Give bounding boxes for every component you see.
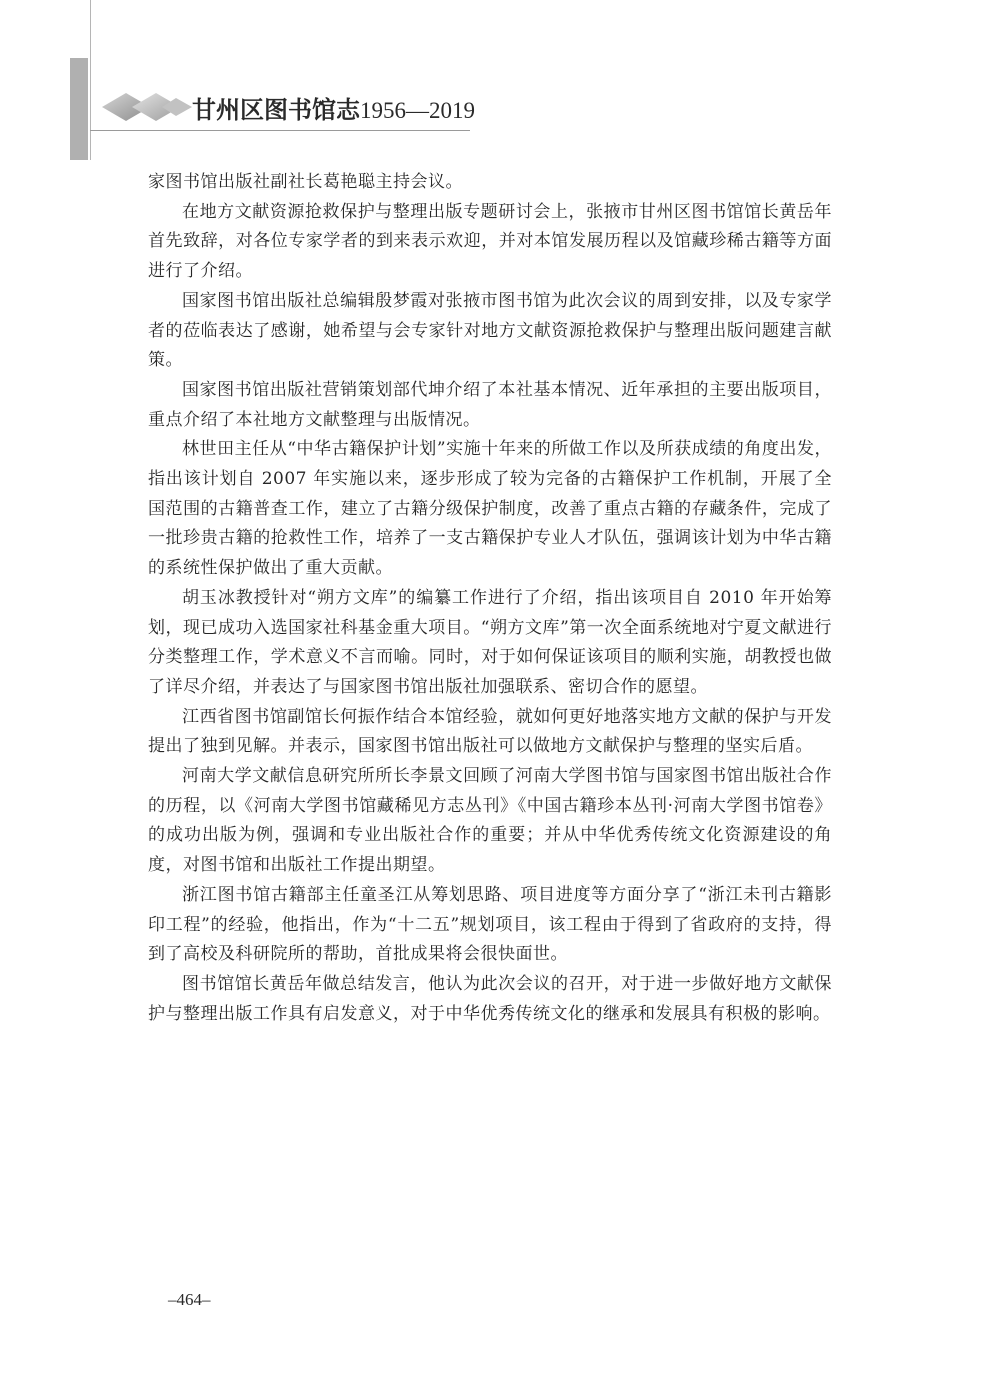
paragraph: 河南大学文献信息研究所所长李景文回顾了河南大学图书馆与国家图书馆出版社合作的历程，以《河南大学图书馆藏稀见方志丛刊》《中国古籍珍本丛刊·河南大学图书馆卷》的成功出版为例，强调和专业出版社合作的重要；并从中华优秀传统文化资源建设的角度，对图书馆和出版社工作提出期望。 bbox=[148, 766, 832, 876]
paragraph: 胡玉冰教授针对“朔方文库”的编纂工作进行了介绍，指出该项目自 2010 年开始筹划，现已成功入选国家社科基金重大项目。“朔方文库”第一次全面系统地对宁夏文献进行分类整理工作，学术意义不言而喻。同时，对于如何保证该项目的顺利实施，胡教授也做了详尽介绍，并表达了与国家图书馆出版社加强联系、密切合作的愿望。 bbox=[148, 587, 832, 697]
paragraph: 浙江图书馆古籍部主任童圣江从筹划思路、项目进度等方面分享了“浙江未刊古籍影印工程”的经验，他指出，作为“十二五”规划项目，该工程由于得到了省政府的支持，得到了高校及科研院所的帮助，首批成果将会很快面世。 bbox=[148, 884, 832, 965]
body-text bbox=[148, 168, 832, 1029]
header-diamond-ornament bbox=[100, 90, 196, 124]
header-horizontal-rule bbox=[90, 130, 470, 131]
paragraph: 在地方文献资源抢救保护与整理出版专题研讨会上，张掖市甘州区图书馆馆长黄岳年首先致辞，对各位专家学者的到来表示欢迎，并对本馆发展历程以及馆藏珍稀古籍等方面进行了介绍。 bbox=[148, 201, 832, 282]
paragraph: 图书馆馆长黄岳年做总结发言，他认为此次会议的召开，对于进一步做好地方文献保护与整理出版工作具有启发意义，对于中华优秀传统文化的继承和发展具有积极的影响。 bbox=[148, 973, 832, 1024]
running-header-title bbox=[192, 96, 475, 125]
paragraph: 家图书馆出版社副社长葛艳聪主持会议。 bbox=[148, 172, 463, 192]
book-years: 1956—2019 bbox=[360, 98, 475, 123]
header-vertical-rule bbox=[90, 0, 91, 160]
page-number: –464– bbox=[168, 1290, 211, 1309]
paragraph: 国家图书馆出版社营销策划部代坤介绍了本社基本情况、近年承担的主要出版项目，重点介绍了本社地方文献整理与出版情况。 bbox=[148, 379, 832, 430]
header-gray-bar bbox=[70, 58, 88, 160]
paragraph: 江西省图书馆副馆长何振作结合本馆经验，就如何更好地落实地方文献的保护与开发提出了独到见解。并表示，国家图书馆出版社可以做地方文献保护与整理的坚实后盾。 bbox=[148, 706, 832, 757]
paragraph: 林世田主任从“中华古籍保护计划”实施十年来的所做工作以及所获成绩的角度出发，指出该计划自 2007 年实施以来，逐步形成了较为完备的古籍保护工作机制，开展了全国范围的古籍普查工作，建立了古籍分级保护制度，改善了重点古籍的存藏条件，完成了一批珍贵古籍的抢救性工作，培养了一支古籍保护专业人才队伍，强调该计划为中华古籍的系统性保护做出了重大贡献。 bbox=[148, 439, 832, 579]
paragraph: 国家图书馆出版社总编辑殷梦霞对张掖市图书馆为此次会议的周到安排，以及专家学者的莅临表达了感谢，她希望与会专家针对地方文献资源抢救保护与整理出版问题建言献策。 bbox=[148, 290, 832, 371]
book-title: 甘州区图书馆志 bbox=[192, 95, 360, 124]
